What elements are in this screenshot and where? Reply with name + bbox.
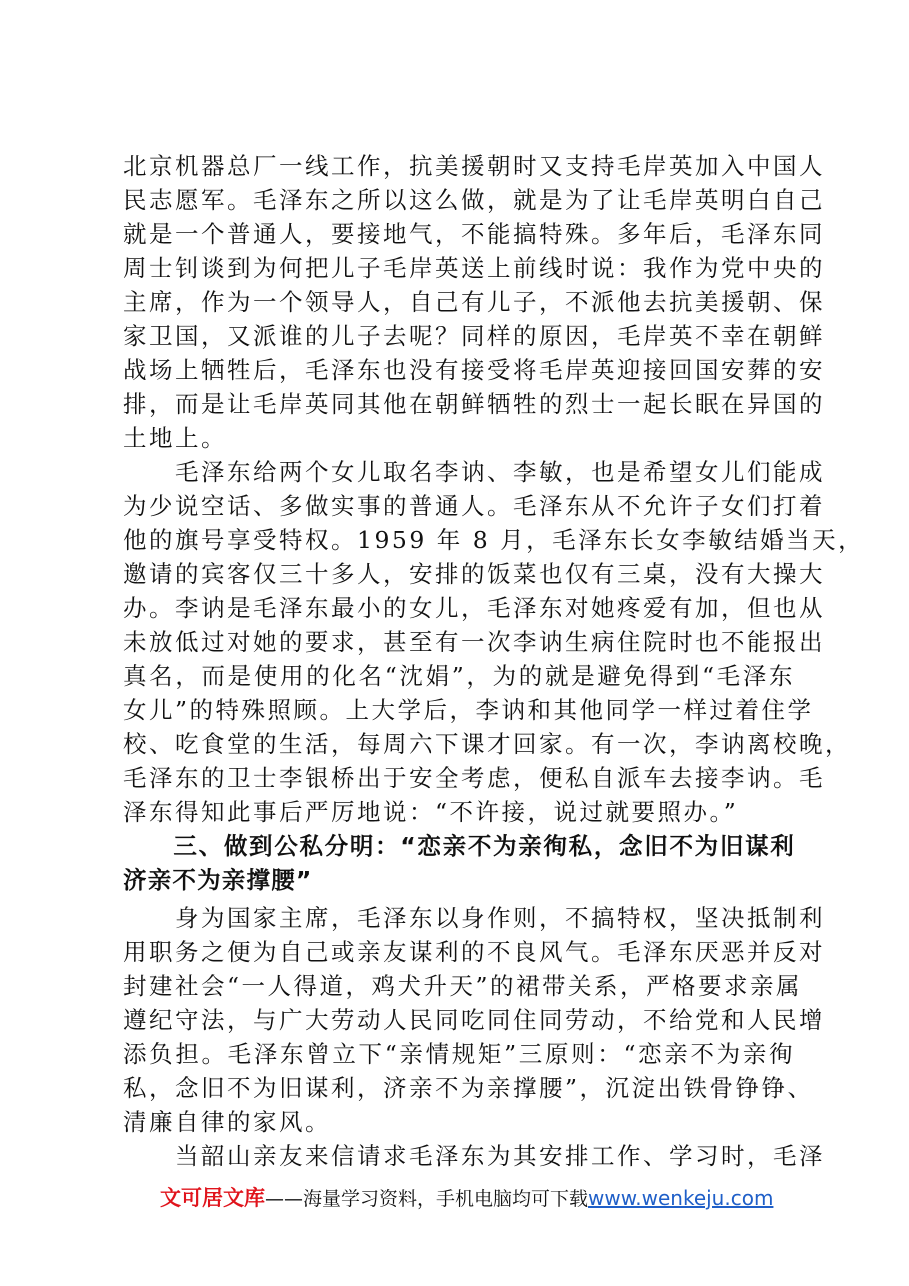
- text-line: 身为国家主席，毛泽东以身作则，不搞特权，坚决抵制利: [123, 904, 825, 932]
- footer-brand: 文可居文库: [160, 1186, 265, 1210]
- text-line: 民志愿军。毛泽东之所以这么做，就是为了让毛岸英明白自己: [123, 186, 825, 214]
- text-line: 主席，作为一个领导人，自己有儿子，不派他去抗美援朝、保: [123, 288, 825, 316]
- text-line: 周士钊谈到为何把儿子毛岸英送上前线时说：我作为党中央的: [123, 254, 825, 282]
- text-line: 添负担。毛泽东曾立下“亲情规矩”三原则：“恋亲不为亲徇: [123, 1040, 795, 1068]
- text-line: 毛泽东的卫士李银桥出于安全考虑，便私自派车去接李讷。毛: [123, 764, 825, 792]
- text-line: 办。李讷是毛泽东最小的女儿，毛泽东对她疼爱有加，但也从: [123, 594, 825, 622]
- text-line: 土地上。: [123, 424, 227, 452]
- text-line: 为少说空话、多做实事的普通人。毛泽东从不允许子女们打着: [123, 492, 825, 520]
- text-line: 用职务之便为自己或亲友谋利的不良风气。毛泽东厌恶并反对: [123, 938, 825, 966]
- text-line: 北京机器总厂一线工作，抗美援朝时又支持毛岸英加入中国人: [123, 152, 825, 180]
- text-line: 女儿”的特殊照顾。上大学后，李讷和其他同学一样过着住学: [123, 696, 814, 724]
- text-line: 私，念旧不为旧谋利，济亲不为亲撑腰”，沉淀出铁骨铮铮、: [123, 1074, 814, 1102]
- text-line: 战场上牺牲后，毛泽东也没有接受将毛岸英迎接回国安葬的安: [123, 356, 825, 384]
- section-heading: 济亲不为亲撑腰”: [123, 866, 313, 894]
- text-line: 就是一个普通人，要接地气，不能搞特殊。多年后，毛泽东同: [123, 220, 825, 248]
- text-line: 邀请的宾客仅三十多人，安排的饭菜也仅有三桌，没有大操大: [123, 560, 825, 588]
- text-line: 家卫国，又派谁的儿子去呢？同样的原因，毛岸英不幸在朝鲜: [123, 322, 825, 350]
- text-line: 毛泽东给两个女儿取名李讷、李敏，也是希望女儿们能成: [123, 458, 825, 486]
- text-line: 排，而是让毛岸英同其他在朝鲜牺牲的烈士一起长眠在异国的: [123, 390, 825, 418]
- text-line: 未放低过对她的要求，甚至有一次李讷生病住院时也不能报出: [123, 628, 825, 656]
- text-line: 封建社会“一人得道，鸡犬升天”的裙带关系，严格要求亲属: [123, 972, 803, 1000]
- text-line: 真名，而是使用的化名“沈娟”，为的就是避免得到“毛泽东: [123, 662, 795, 690]
- footer-link[interactable]: www.wenkeju.com: [588, 1186, 774, 1210]
- text-line: 他的旗号享受特权。1959 年 8 月，毛泽东长女李敏结婚当天，: [123, 526, 865, 554]
- text-line: 遵纪守法，与广大劳动人民同吃同住同劳动，不给党和人民增: [123, 1006, 825, 1034]
- text-line: 泽东得知此事后严厉地说：“不许接，说过就要照办。”: [123, 798, 739, 826]
- footer-banner: [160, 1182, 773, 1212]
- text-line: 当韶山亲友来信请求毛泽东为其安排工作、学习时，毛泽: [123, 1142, 825, 1170]
- section-heading: 三、做到公私分明：“恋亲不为亲徇私，念旧不为旧谋利: [123, 832, 795, 860]
- text-line: 校、吃食堂的生活，每周六下课才回家。有一次，李讷离校晚，: [123, 730, 851, 758]
- footer-tagline: ——海量学习资料，手机电脑均可下载: [265, 1188, 589, 1210]
- text-line: 清廉自律的家风。: [123, 1108, 331, 1136]
